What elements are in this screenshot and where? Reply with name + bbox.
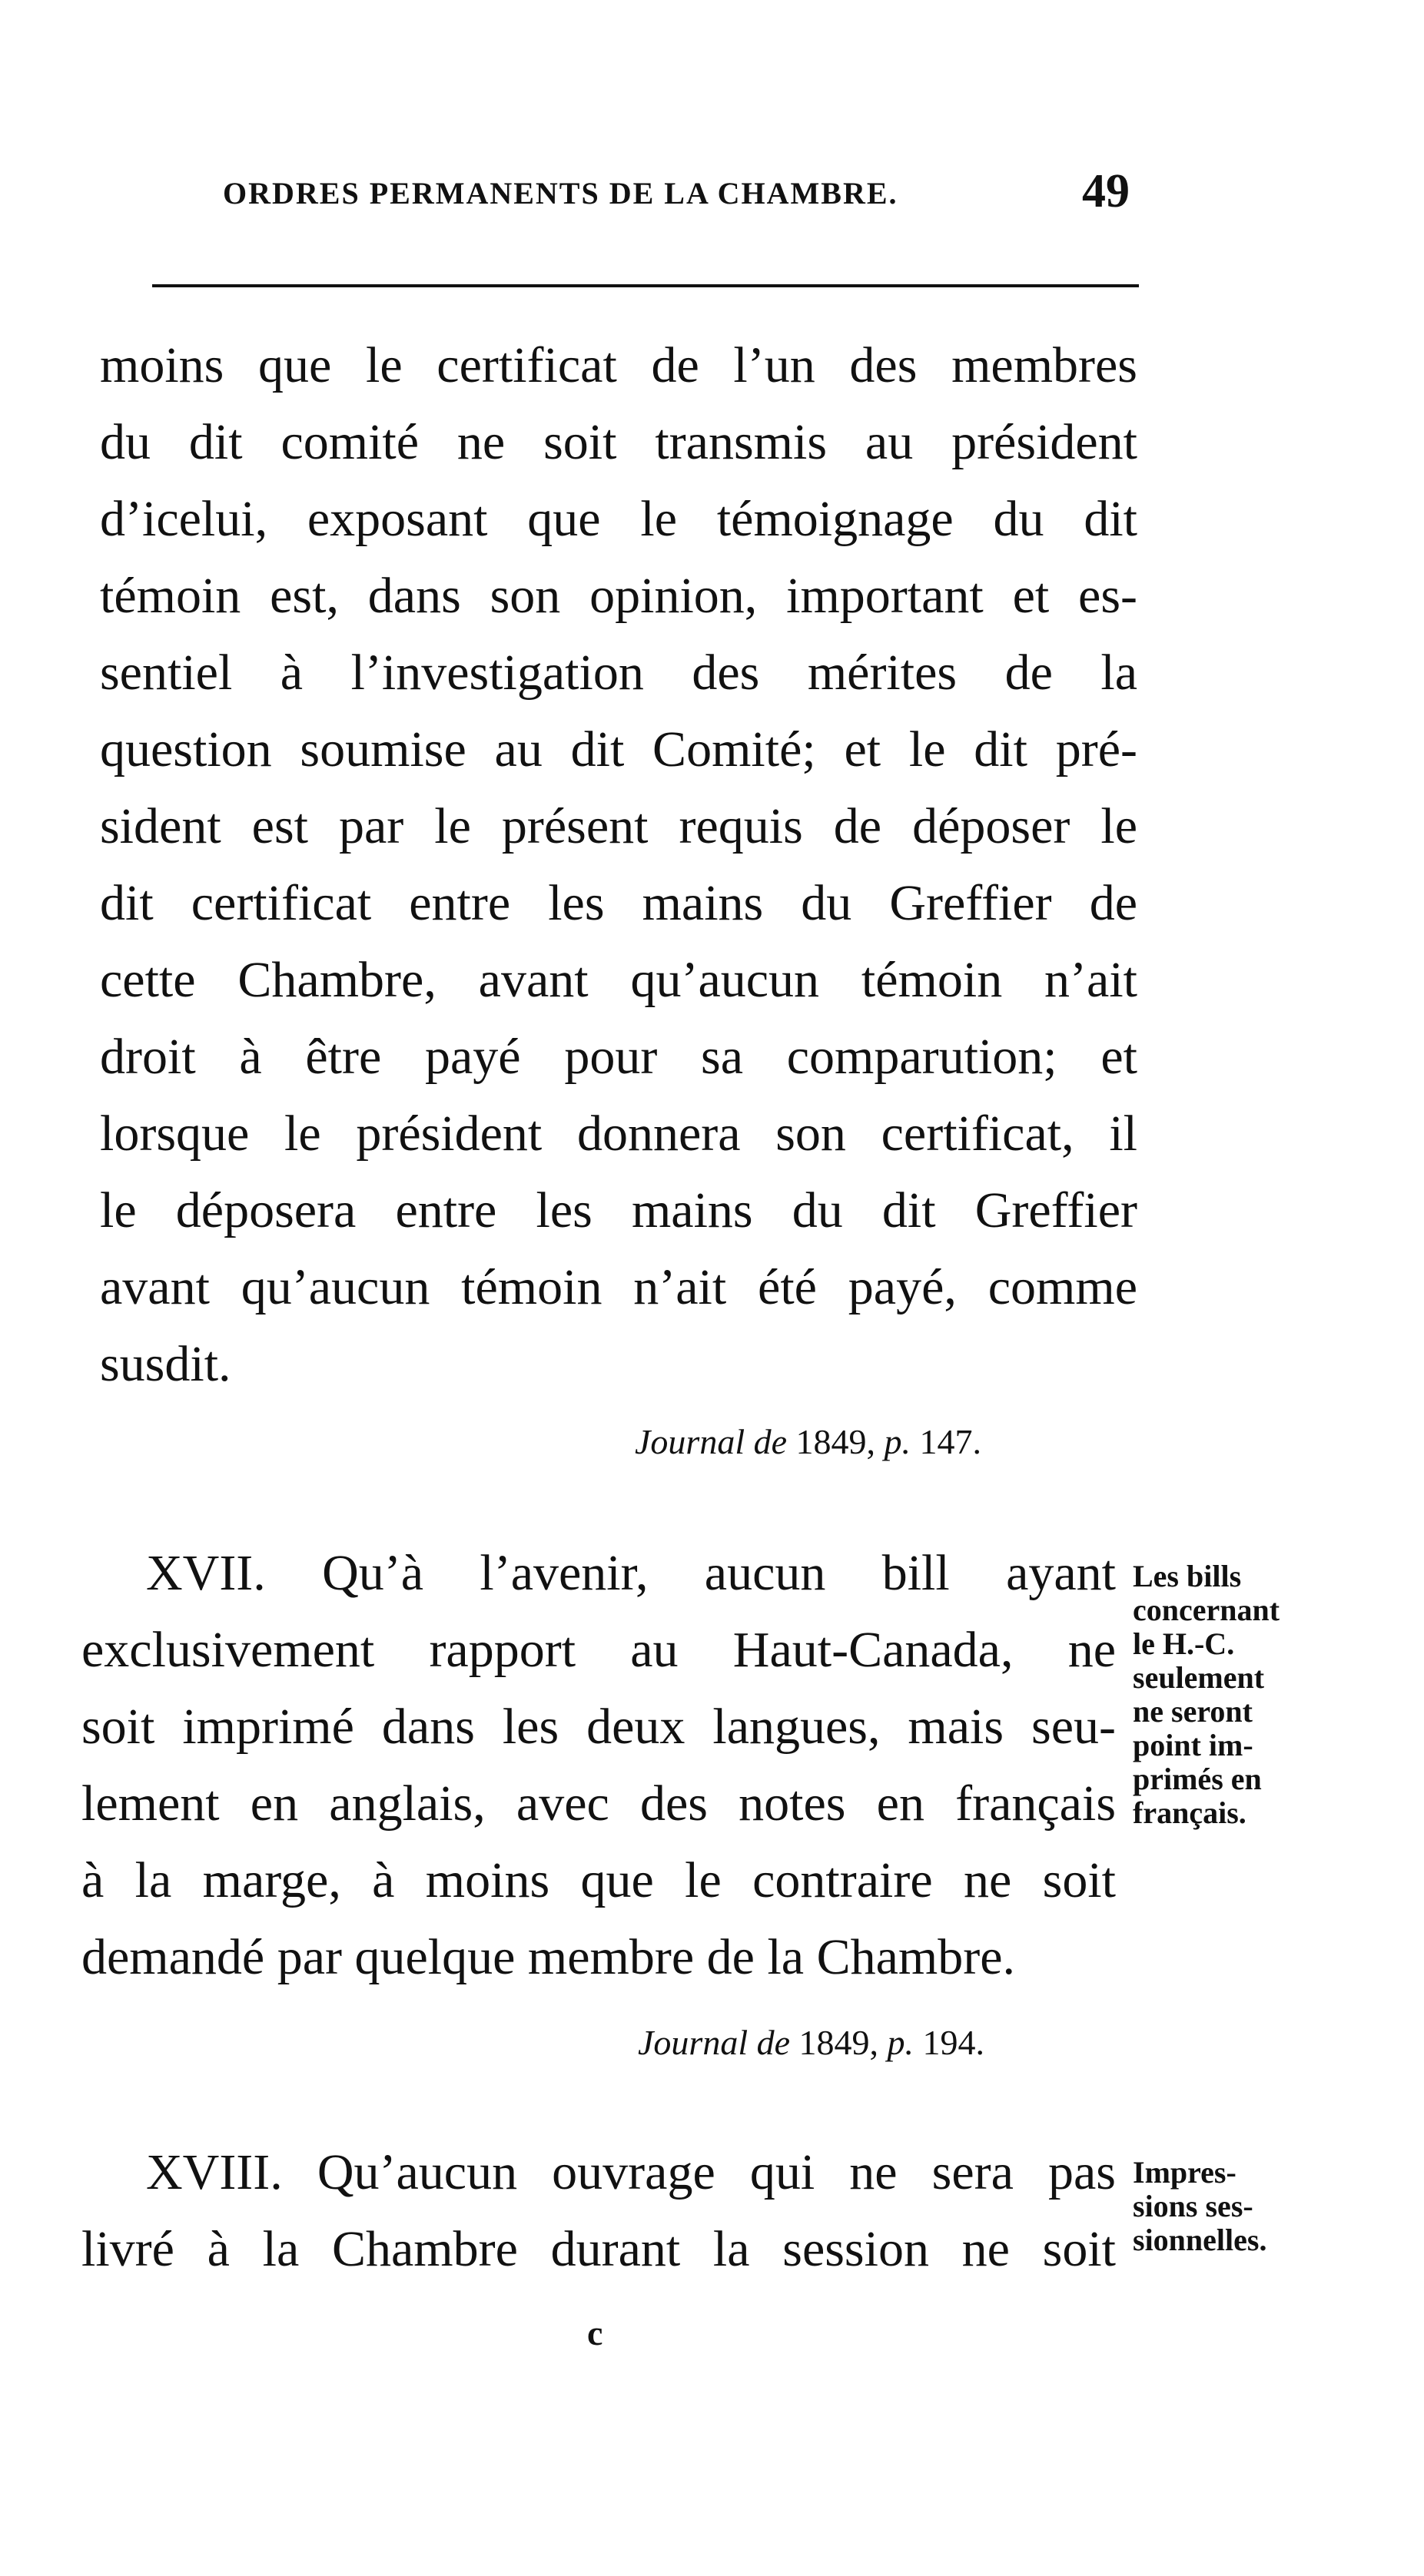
text-line: XVIII. Qu’aucun ouvrage qui ne sera pas [146, 2144, 1116, 2200]
text-line: sident est par le présent requis de déposer le [100, 798, 1137, 854]
header-rule [152, 284, 1139, 287]
text-line: avant qu’aucun témoin n’ait été payé, comme [100, 1259, 1137, 1315]
text-line: XVII. Qu’à l’avenir, aucun bill ayant [146, 1545, 1116, 1601]
margin-note-line: le H.-C. [1133, 1626, 1235, 1661]
text-line: livré à la Chambre durant la session ne soit [81, 2221, 1116, 2277]
text-line: lement en anglais, avec des notes en français [81, 1775, 1116, 1832]
journal-page-label: p. [887, 2023, 914, 2062]
margin-note-line: concernant [1133, 1593, 1280, 1627]
journal-page-label: p. [884, 1422, 911, 1461]
text-line: témoin est, dans son opinion, important et es- [100, 568, 1137, 624]
margin-note-line: sions ses- [1133, 2189, 1253, 2223]
text-line: à la marge, à moins que le contraire ne soit [81, 1852, 1116, 1908]
text-line: exclusivement rapport au Haut-Canada, ne [81, 1622, 1116, 1678]
margin-note-impressions [1133, 2156, 1266, 2257]
margin-note-line: seulement [1133, 1660, 1265, 1695]
margin-note-line: Impres- [1133, 2155, 1236, 2190]
journal-page: 194. [922, 2023, 985, 2062]
journal-reference-147 [635, 1421, 981, 1462]
text-line: du dit comité ne soit transmis au président [100, 414, 1137, 470]
signature-mark: c [587, 2313, 603, 2352]
margin-note-bills-hc [1133, 1560, 1280, 1830]
margin-note-line: français. [1133, 1795, 1246, 1830]
journal-reference-194 [638, 2022, 984, 2063]
text-line: dit certificat entre les mains du Greffier de [100, 875, 1137, 931]
text-line: moins que le certificat de l’un des membres [100, 337, 1137, 393]
text-line: droit à être payé pour sa comparution; et [100, 1029, 1137, 1085]
margin-note-line: point im- [1133, 1728, 1253, 1762]
margin-note-line: sionnelles. [1133, 2223, 1267, 2257]
text-line: lorsque le président donnera son certificat, il [100, 1106, 1137, 1162]
running-title: ORDRES PERMANENTS DE LA CHAMBRE. [223, 176, 898, 211]
text-line: question soumise au dit Comité; et le dit pré- [100, 721, 1137, 777]
text-line: cette Chambre, avant qu’aucun témoin n’ait [100, 952, 1137, 1008]
journal-label: Journal de [638, 2023, 791, 2062]
text-line: demandé par quelque membre de la Chambre. [81, 1929, 1016, 1985]
text-line: soit imprimé dans les deux langues, mais seu- [81, 1699, 1116, 1755]
journal-page: 147. [919, 1422, 982, 1461]
page-number: 49 [1082, 165, 1130, 217]
journal-year: 1849, [795, 1422, 876, 1461]
text-line: susdit. [100, 1336, 231, 1392]
margin-note-line: primés en [1133, 1762, 1262, 1796]
text-line: sentiel à l’investigation des mérites de la [100, 645, 1137, 701]
text-line: d’icelui, exposant que le témoignage du dit [100, 491, 1137, 547]
text-line: le déposera entre les mains du dit Greffier [100, 1182, 1137, 1238]
margin-note-line: Les bills [1133, 1559, 1242, 1593]
journal-year: 1849, [798, 2023, 879, 2062]
margin-note-line: ne seront [1133, 1694, 1253, 1729]
journal-label: Journal de [635, 1422, 788, 1461]
